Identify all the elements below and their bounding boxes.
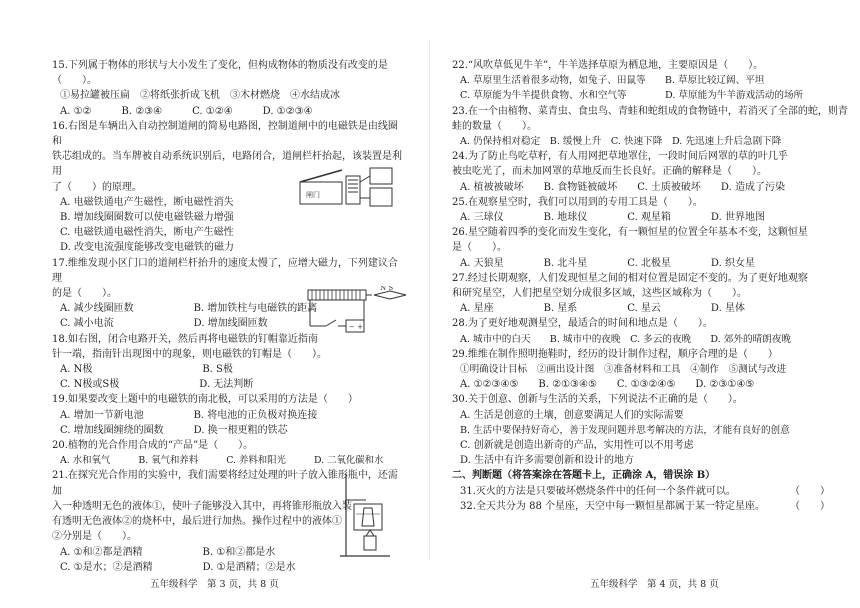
q31-row xyxy=(452,484,848,499)
svg-text:− +: − + xyxy=(349,323,363,331)
q29-options: A. ①②③④⑤ B. ②①③④⑤ C. ①③②④⑤ D. ②③①④⑤ xyxy=(460,379,755,391)
q15-stem: 15.下列属于物体的形状与大小发生了变化，但构成物体的物质没有改变的是 xyxy=(52,60,388,71)
q19-options-cd: C. 增加线圈缠绕的圈数 D. 换一根更粗的铁芯 xyxy=(60,424,288,436)
q29-steps: ①明确设计目标 ②画出设计图 ③准备材料和工具 ④制作 ⑤测试与改进 xyxy=(460,364,787,376)
q21-stem-2: 入一种透明无色的液体①，使叶子能够没入其中，再将锥形瓶放入装 xyxy=(52,500,352,512)
page-4-footer: 五年级科学 第 4 页，共 8 页 xyxy=(590,579,719,590)
q18-stem-1: 18.如右图，闭合电路开关，然后再将电磁铁的钉帽靠近指南 xyxy=(52,333,318,345)
q26-options: A. 天狼星 B. 北斗星 C. 北极星 D. 织女星 xyxy=(460,257,755,269)
q27-stem-1: 27.经过长期观察，人们发现恒星之间的相对位置是固定不变的。为了更好地观察 xyxy=(452,272,808,284)
q30-option-a: A. 生活是创意的土壤，创意要满足人们的实际需要 xyxy=(460,409,684,421)
right-column xyxy=(452,58,848,514)
q18-options-ab: A. N极 B. S极 xyxy=(60,364,233,376)
q31-answer-paren: （ ） xyxy=(790,485,830,497)
page-4 xyxy=(430,0,860,608)
q30-option-d: D. 生活中有许多需要创新和设计的地方 xyxy=(460,455,635,467)
q27-options: A. 星座 B. 星系 C. 星云 D. 星体 xyxy=(460,303,745,315)
q15-items: ①易拉罐被压扁 ②将纸张折成飞机 ③木材燃烧 ④水结成冰 xyxy=(60,90,340,102)
q18-stem-2: 针一端，指南针出现图中的现象，则电磁铁的钉帽是（ ）。 xyxy=(52,348,327,360)
q19-options-ab: A. 增加一节新电池 B. 将电池的正负极对换连接 xyxy=(60,409,318,421)
q21-stem-3: 有透明无色液体②的烧杯中，最后进行加热。操作过程中的液体① xyxy=(52,516,342,528)
q32-answer-paren: （ ） xyxy=(790,500,830,512)
q30-option-b: B. 生活中要保持好奇心，善于发现问题并思考解决的方法，才能有良好的创意 xyxy=(460,424,790,436)
q15-paren: （ ）。 xyxy=(52,75,97,87)
q32-stem: 32.全天共分为 88 个星座，天空中每一颗恒星都属于某一特定星座。 xyxy=(460,500,765,512)
q22-options-cd: C. 草原能为牛羊提供食物、水和空气等 D. 草原能为牛羊游戏活动的场所 xyxy=(460,90,804,102)
photosynthesis-experiment-figure xyxy=(336,470,394,560)
q22-stem: 22.“风吹草低见牛羊”，牛羊选择草原为栖息地，主要原因是（ ）。 xyxy=(452,60,764,71)
q16-stem-2: 铁芯组成的。当车牌被自动系统识别后，电路闭合，道闸栏杆抬起，该装置是利用 xyxy=(52,151,402,178)
q16-stem-3: 了（ ）的原理。 xyxy=(52,181,142,193)
gate-label: 闸门 xyxy=(306,191,320,199)
compass-label: N S xyxy=(380,286,394,292)
q17-options-ab: A. 减少线圈匝数 B. 增加铁柱与电磁铁的距离 xyxy=(60,303,318,315)
q16-stem-1: 16.右图是车辆出入自动控制道闸的简易电路图，控制道闸中的电磁铁是由线圈和 xyxy=(52,120,398,148)
q29-stem: 29.维维在制作照明拖鞋时，经历的设计制作过程，顺序合理的是（ ） xyxy=(452,348,778,360)
q17-stem-1: 17.维维发现小区门口的道闸栏杆抬升的速度太慢了，应增大磁力，下列建议合理 xyxy=(52,257,398,284)
q21-stem-4: ②分别是（ ）。 xyxy=(52,531,137,543)
q18-options-cd: C. N极或S极 D. 无法判断 xyxy=(60,379,254,391)
q28-options: A. 城市中的白天 B. 城市中的夜晚 C. 多云的夜晚 D. 郊外的晴朗夜晚 xyxy=(460,333,791,345)
q31-stem: 31.灭火的方法是只要破坏燃烧条件中的任何一个条件就可以。 xyxy=(460,485,736,497)
q30-stem: 30.关于创意、创新与生活的关系，下列说法不正确的是（ ）。 xyxy=(452,394,743,406)
q17-options-cd: C. 减小电流 D. 增加线圈匝数 xyxy=(60,318,268,330)
q22-options-ab: A. 草原里生活着很多动物，如兔子、田鼠等 B. 草原比较辽阔、平坦 xyxy=(460,75,765,87)
q25-options: A. 三球仪 B. 地球仪 C. 观星箱 D. 世界地图 xyxy=(460,212,765,224)
q17-stem-2: 的是（ ）。 xyxy=(52,288,117,300)
q24-stem-2: 被虫吃光了，而未加网罩的草地反而生长良好。正确的解释是（ ）。 xyxy=(452,166,767,178)
q26-stem-2: 是（ ）。 xyxy=(452,242,507,254)
q16-option-c: C. 电磁铁通电磁性消失，断电产生磁性 xyxy=(60,227,234,239)
q16-option-d: D. 改变电流强度能够改变电磁铁的磁力 xyxy=(60,242,235,254)
q16-option-b: B. 增加线圈圈数可以使电磁铁磁力增强 xyxy=(60,212,234,224)
q16-option-a: A. 电磁铁通电产生磁性，断电磁性消失 xyxy=(60,196,234,208)
q25-stem: 25.在观察星空时，我们可以用到的专用工具是（ ）。 xyxy=(452,196,703,208)
q24-options: A. 植被被破坏 B. 食物链被破坏 C. 土质被破坏 D. 造成了污染 xyxy=(460,181,785,193)
q20-stem: 20.植物的光合作用合成的“产品”是（ ）。 xyxy=(52,440,254,452)
q19-stem: 19.如果要改变上题中的电磁铁的南北极，可以采用的方法是（ ） xyxy=(52,394,358,406)
q21-options-cd: C. ①是水；②是酒精 D. ①是酒精；②是水 xyxy=(60,561,296,573)
q23-stem-2: 蛙的数量（ ）。 xyxy=(452,120,537,132)
q26-stem-1: 26.星空随着四季的变化而发生变化，有一颗恒星的位置全年基本不变，这颗恒星 xyxy=(452,227,808,239)
q32-row xyxy=(452,499,848,514)
q23-stem-1: 23.在一个由植物、菜青虫、食虫鸟、青蛙和蛇组成的食物链中，若消灭了全部的蛇，则青 xyxy=(452,105,848,117)
page-3-footer: 五年级科学 第 3 页，共 8 页 xyxy=(150,579,279,590)
gate-circuit-figure xyxy=(298,162,396,212)
q23-options: A. 仍保持相对稳定 B. 缓慢上升 C. 快速下降 D. 先迅速上升后急剧下降 xyxy=(460,136,782,148)
electromagnet-figure xyxy=(306,286,414,338)
judgement-section-heading: 二、判断题（将答案涂在答题卡上，正确涂 A，错误涂 B） xyxy=(452,470,716,482)
q21-options-ab: A. ①和②都是酒精 B. ①和②都是水 xyxy=(60,546,276,558)
q15-options: A. ①② B. ②③④ C. ①②④ D. ①②③④ xyxy=(60,105,313,117)
q24-stem-1: 24.为了防止鸟吃草籽，有人用网把草地罩住，一段时间后网罩的草的叶几乎 xyxy=(452,151,788,163)
q21-stem-1: 21.在探究光合作用的实验中，我们需要将经过处理的叶子放入锥形瓶中，还需加 xyxy=(52,470,398,497)
q28-stem: 28.为了更好地观测星空，最适合的时间和地点是（ ）。 xyxy=(452,318,713,330)
q20-options: A. 水和氧气 B. 氧气和养料 C. 养料和阳光 D. 二氧化碳和水 xyxy=(60,455,384,467)
q27-stem-2: 和研究星空，人们把星空划分成很多区域，这些区域称为（ ）。 xyxy=(452,288,747,300)
q30-option-c: C. 创新就是创造出新奇的产品，实用性可以不用考虑 xyxy=(460,440,694,452)
